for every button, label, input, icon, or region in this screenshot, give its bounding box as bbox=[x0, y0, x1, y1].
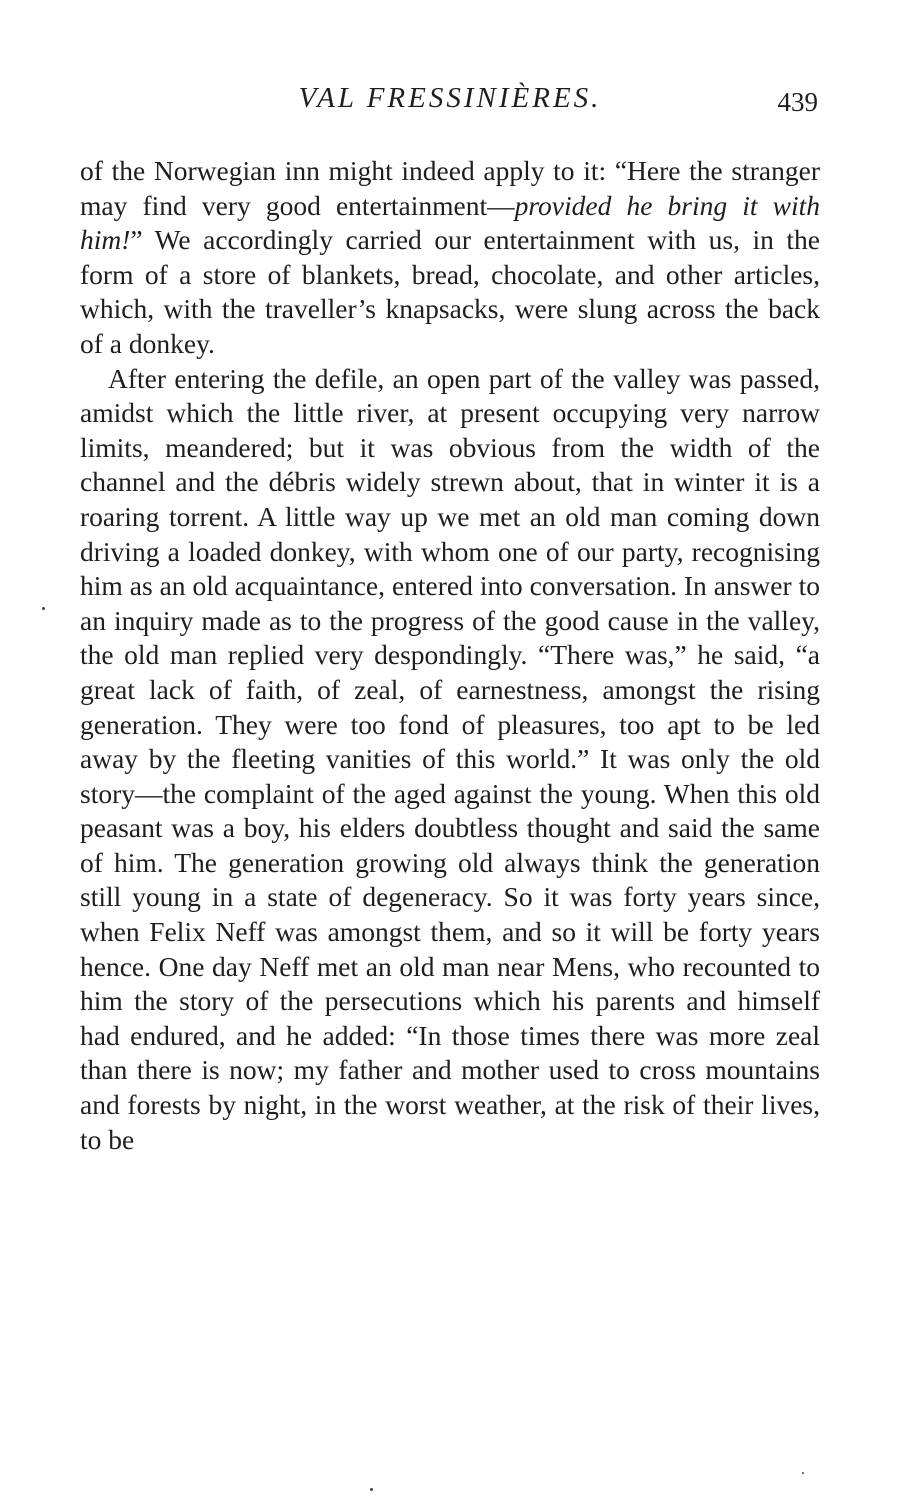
stray-mark bbox=[802, 1472, 804, 1474]
paragraph-text: of the Norwegian inn might indeed apply to it: “Here the stranger may find very good entertainment— bbox=[80, 155, 820, 221]
emphasized-text: provided he bring it with him! bbox=[80, 189, 820, 256]
running-head bbox=[80, 80, 820, 124]
paragraph: After entering the defile, an open part of the valley was passed, amidst which the little river, at present occupying very narrow limits, meandered; but it was obvious from the width of the channel and the débris widely strewn about, that in winter it is a roaring torrent. A little way up we met an old man coming down driving a loaded donkey, with whom one of our party, recognising him as an old acquaintance, entered into conversation. In answer to an inquiry made as to the progress of the good cause in the valley, the old man replied very despondingly. “There was,” he said, “a great lack of faith, of zeal, of earnestness, amongst the rising generation. They were too fond of pleasures, too apt to be led away by the fleeting vanities of this world.” It was only the old story—the complaint of the aged against the young. When this old peasant was a boy, his elders doubtless thought and said the same of him. The generation growing old always think the generation still young in a state of degeneracy. So it was forty years since, when Felix Neff was amongst them, and so it will be forty years hence. One day Neff met an old man near Mens, who recounted to him the story of the persecutions which his parents and himself had endured, and he added: “In those times there was more zeal than there is now; my father and mother used to cross mountains and forests by night, in the worst weather, at the risk of their lives, to be bbox=[80, 362, 820, 1155]
stray-mark bbox=[42, 607, 45, 610]
body-text bbox=[80, 154, 820, 1157]
book-page bbox=[80, 80, 820, 1157]
paragraph-text: ” We accordingly carried our entertainment with us, in the form of a store of blankets, bread, chocolate, and other articles, which, with the traveller’s knapsacks, were slung across the back of a donkey. bbox=[80, 224, 820, 359]
paragraph bbox=[80, 154, 820, 362]
stray-mark bbox=[370, 1488, 373, 1491]
page-number: 439 bbox=[777, 87, 818, 117]
running-title: VAL FRESSINIÈRES. bbox=[298, 82, 602, 114]
